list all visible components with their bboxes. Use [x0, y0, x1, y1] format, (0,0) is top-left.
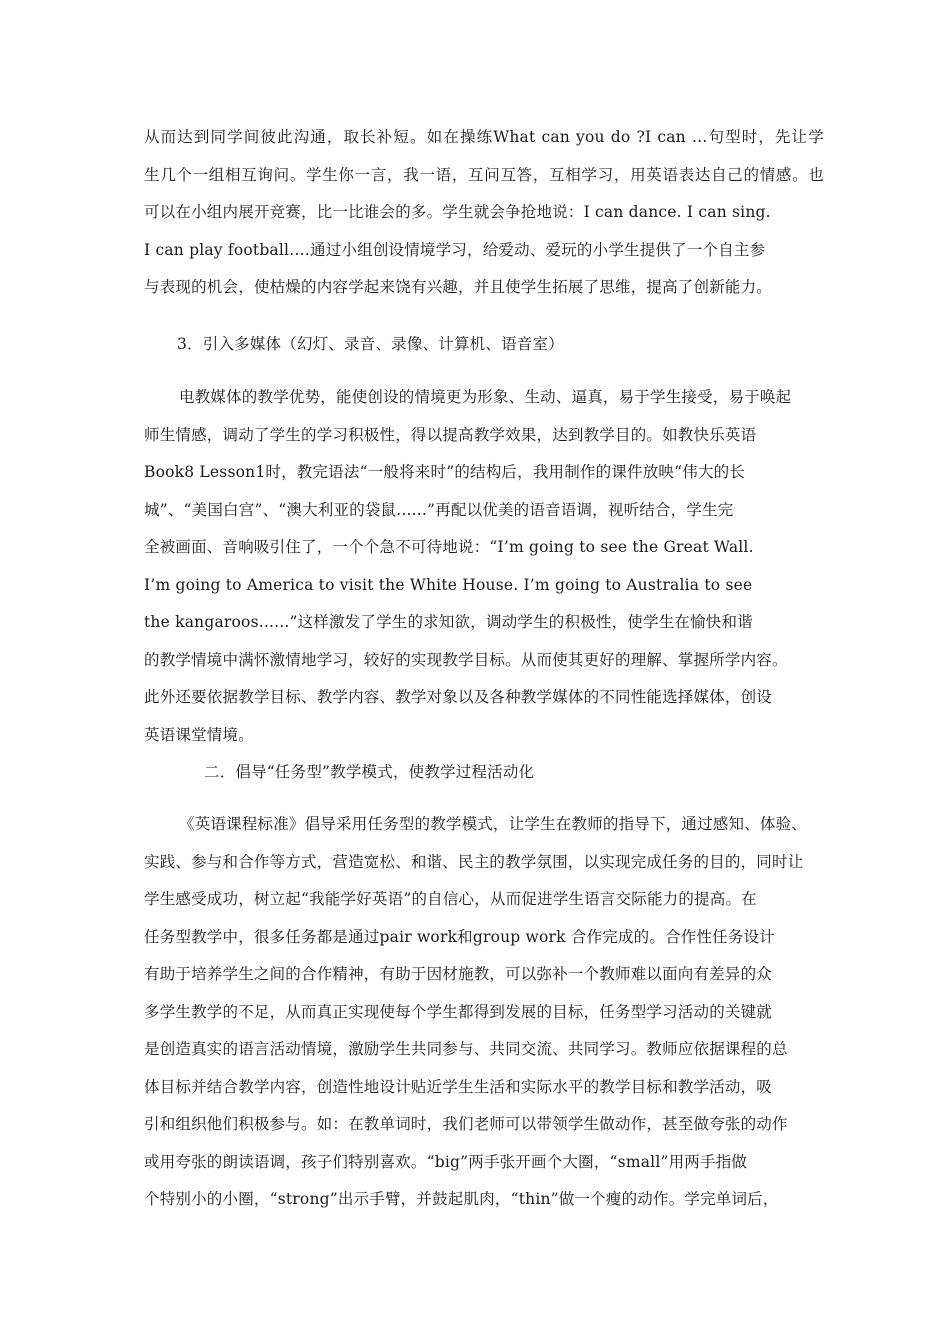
text-line: 有助于培养学生之间的合作精神，有助于因材施教，可以弥补一个教师难以面向有差异的众: [144, 965, 773, 983]
text-line: I can play football.…通过小组创设情境学习，给爱动、爱玩的小学生提供了一个自主参: [144, 240, 766, 259]
paragraph-multimedia: [144, 379, 824, 754]
text-line: 从而达到同学间彼此沟通，取长补短。如在操练What can you do ?I can …句型时，先让学: [144, 128, 824, 146]
text-line: 城”、“美国白宫”、“澳大利亚的袋鼠......”再配以优美的语音语调，视听结合，学生完: [144, 500, 734, 519]
text-line: 英语课堂情境。: [144, 725, 254, 744]
text-line: 可以在小组内展开竞赛，比一比谁会的多。学生就会争抢地说：I can dance. I can sing.: [144, 203, 771, 221]
text-line: 的教学情境中满怀激情地学习，较好的实现教学目标。从而使其更好的理解、掌握所学内容。: [144, 650, 788, 669]
text-line: 生几个一组相互询问。学生你一言，我一语，互问互答，互相学习，用英语表达自己的情感。也: [144, 165, 824, 184]
text-line: 多学生教学的不足，从而真正实现使每个学生都得到发展的目标，任务型学习活动的关键就: [144, 1002, 773, 1021]
heading-text: 3．引入多媒体（幻灯、录音、录像、计算机、语音室）: [177, 335, 564, 353]
text-line: 此外还要依据教学目标、教学内容、教学对象以及各种教学媒体的不同性能选择媒体，创设: [144, 688, 773, 706]
text-line: 体目标并结合教学内容，创造性地设计贴近学生生活和实际水平的教学目标和教学活动，吸: [144, 1077, 773, 1096]
text-line: the kangaroos......”这样激发了学生的求知欲，调动学生的积极性，使学生在愉快和谐: [144, 613, 753, 631]
heading-text: 二．倡导“任务型”教学模式，使教学过程活动化: [204, 763, 535, 781]
text-line: 引和组织他们积极参与。如：在教单词时，我们老师可以带领学生做动作，甚至做夸张的动作: [144, 1115, 788, 1133]
text-line: 电教媒体的教学优势，能使创设的情境更为形象、生动、逼真，易于学生接受，易于唤起: [179, 388, 792, 406]
text-line: Book8 Lesson1时，教完语法“一般将来时”的结构后，我用制作的课件放映“伟大的长: [144, 463, 746, 481]
text-line: 任务型教学中，很多任务都是通过pair work和group work 合作完成的。合作性任务设计: [144, 927, 775, 946]
text-line: 或用夸张的朗读语调，孩子们特别喜欢。“big”两手张开画个大圈，“small”用两手指做: [144, 1152, 748, 1171]
text-line: 个特别小的小圈，“strong”出示手臂，并鼓起肌肉，“thin”做一个瘦的动作。学完单词后，: [144, 1190, 779, 1208]
text-line: 学生感受成功，树立起“我能学好英语”的自信心，从而促进学生语言交际能力的提高。在: [144, 890, 757, 908]
paragraph-task-based: [144, 806, 824, 1219]
text-line: 师生情感，调动了学生的学习积极性，得以提高教学效果，达到教学目的。如教快乐英语: [144, 425, 757, 444]
text-line: 《英语课程标准》倡导采用任务型的教学模式，让学生在教师的指导下，通过感知、体验、: [179, 815, 808, 833]
text-line: 与表现的机会，使枯燥的内容学起来饶有兴趣，并且使学生拓展了思维，提高了创新能力。: [144, 278, 773, 296]
section-heading-task-based: [144, 754, 824, 792]
text-line: I’m going to America to visit the White House. I’m going to Australia to see: [144, 575, 753, 594]
paragraph-group-work: [144, 119, 824, 307]
section-heading-multimedia: [144, 326, 824, 364]
text-line: 是创造真实的语言活动情境，激励学生共同参与、共同交流、共同学习。教师应依据课程的总: [144, 1040, 788, 1058]
text-line: 全被画面、音响吸引住了，一个个急不可待地说：“I’m going to see the Great Wall.: [144, 538, 754, 556]
text-line: 实践、参与和合作等方式，营造宽松、和谐、民主的教学氛围，以实现完成任务的目的，同时让: [144, 852, 804, 871]
